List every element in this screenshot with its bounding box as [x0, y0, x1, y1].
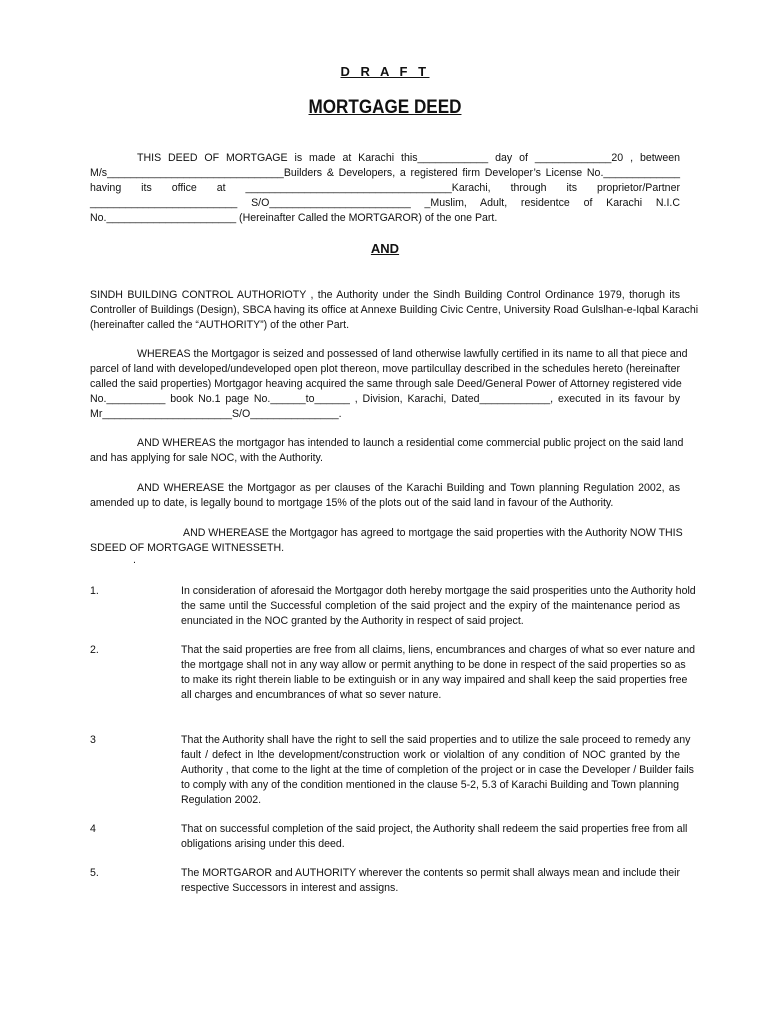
authority-line: (hereinafter called the “AUTHORITY”) of the other Part.: [90, 319, 350, 331]
whereas-line: and has applying for sale NOC, with the Authority.: [90, 452, 323, 464]
clause-line: The MORTGAROR and AUTHORITY wherever the contents so permit shall always mean and include their: [181, 867, 680, 879]
whereas-line: AND WHEREAS the mortgagor has intended to launch a residential come commercial public project on the said land: [137, 437, 684, 449]
whereas-line: AND WHEREASE the Mortgagor as per clauses of the Karachi Building and Town planning Regulation 2002, as: [137, 482, 680, 494]
clause-line: the same until the Successful completion of the said project and the expiry of the maintenance period as: [181, 600, 680, 612]
clause-line: That the Authority shall have the right to sell the said properties and to utilize the sale proceed to remedy any: [181, 734, 691, 746]
stray-dot: .: [133, 554, 136, 566]
clause-number: 3: [90, 734, 96, 746]
clause-number: 2.: [90, 644, 99, 656]
whereas-line: No.__________ book No.1 page No.______to______ , Division, Karachi, Dated____________, executed in its favour by: [90, 393, 680, 405]
whereas-line: SDEED OF MORTGAGE WITNESSETH.: [90, 542, 285, 554]
opening-line: M/s______________________________Builders & Developers, a registered firm Developer’s License No._____________: [90, 167, 680, 179]
whereas-line: parcel of land with developed/undeveloped open plot thereon, move partilcullay described in the schedules hereto (hereinafter: [90, 363, 680, 375]
opening-line: _________________________ S/O________________________ _Muslim, Adult, residentce of Karachi N.I.C: [90, 197, 680, 209]
clause-line: respective Successors in interest and assigns.: [181, 882, 399, 894]
whereas-line: WHEREAS the Mortgagor is seized and possessed of land otherwise lawfully certified in its name to all that piece and: [137, 348, 688, 360]
clause-line: That on successful completion of the said project, the Authority shall redeem the said properties free from all: [181, 823, 688, 835]
draft-heading: D R A F T: [340, 64, 430, 79]
authority-line: SINDH BUILDING CONTROL AUTHORIOTY , the Authority under the Sindh Building Control Ordinance 1979, thorugh its: [90, 289, 680, 301]
clause-line: enunciated in the NOC granted by the Authority in respect of said project.: [181, 615, 524, 627]
clause-line: fault / defect in lthe development/construction work or violaltion of any condition of NOC granted by the: [181, 749, 680, 761]
authority-line: Controller of Buildings (Design), SBCA having its office at Annexe Building Civic Centre, University Road Gulslhan-e-Iqbal Karachi: [90, 304, 699, 316]
clause-line: Authority , that come to the light at the time of completion of the project or in case the Developer / Builder fails: [181, 764, 694, 776]
clause-line: the mortgage shall not in any way allow or permit anything to be done in respect of the said properties so as: [181, 659, 686, 671]
clause-line: obligations arising under this deed.: [181, 838, 345, 850]
opening-line: having its office at ___________________________________Karachi, through its proprietor/Partner: [90, 182, 680, 194]
clause-line: Regulation 2002.: [181, 794, 262, 806]
clause-number: 4: [90, 823, 96, 835]
document-title: MORTGAGE DEED: [308, 97, 462, 118]
opening-line: THIS DEED OF MORTGAGE is made at Karachi this____________ day of _____________20 , between: [137, 152, 680, 164]
whereas-line: AND WHEREASE the Mortgagor has agreed to mortgage the said properties with the Authority NOW THIS: [183, 527, 683, 539]
clause-line: all charges and encumbrances of what so sever nature.: [181, 689, 442, 701]
whereas-line: Mr______________________S/O_______________.: [90, 408, 342, 420]
clause-line: In consideration of aforesaid the Mortgagor doth hereby mortgage the said prosperities unto the Authority hold: [181, 585, 696, 597]
clause-line: to comply with any of the condition mentioned in the clause 5-2, 5.3 of Karachi Building and Town planning: [181, 779, 680, 791]
opening-line: No.______________________ (Hereinafter Called the MORTGAROR) of the one Part.: [90, 212, 498, 224]
clause-line: That the said properties are free from all claims, liens, encumbrances and charges of what so ever nature and: [181, 644, 696, 656]
clause-number: 1.: [90, 585, 99, 597]
clause-number: 5.: [90, 867, 99, 879]
clause-line: to make its right therein liable to be extinguish or in any way impaired and shall keep the said properties free: [181, 674, 688, 686]
whereas-line: amended up to date, is legally bound to mortgage 15% of the plots out of the said land in favour of the Authority.: [90, 497, 614, 509]
and-heading: AND: [370, 241, 400, 256]
whereas-line: called the said properties) Mortgagor heaving acquired the same through sale Deed/General Power of Attorney registered vide: [90, 378, 682, 390]
